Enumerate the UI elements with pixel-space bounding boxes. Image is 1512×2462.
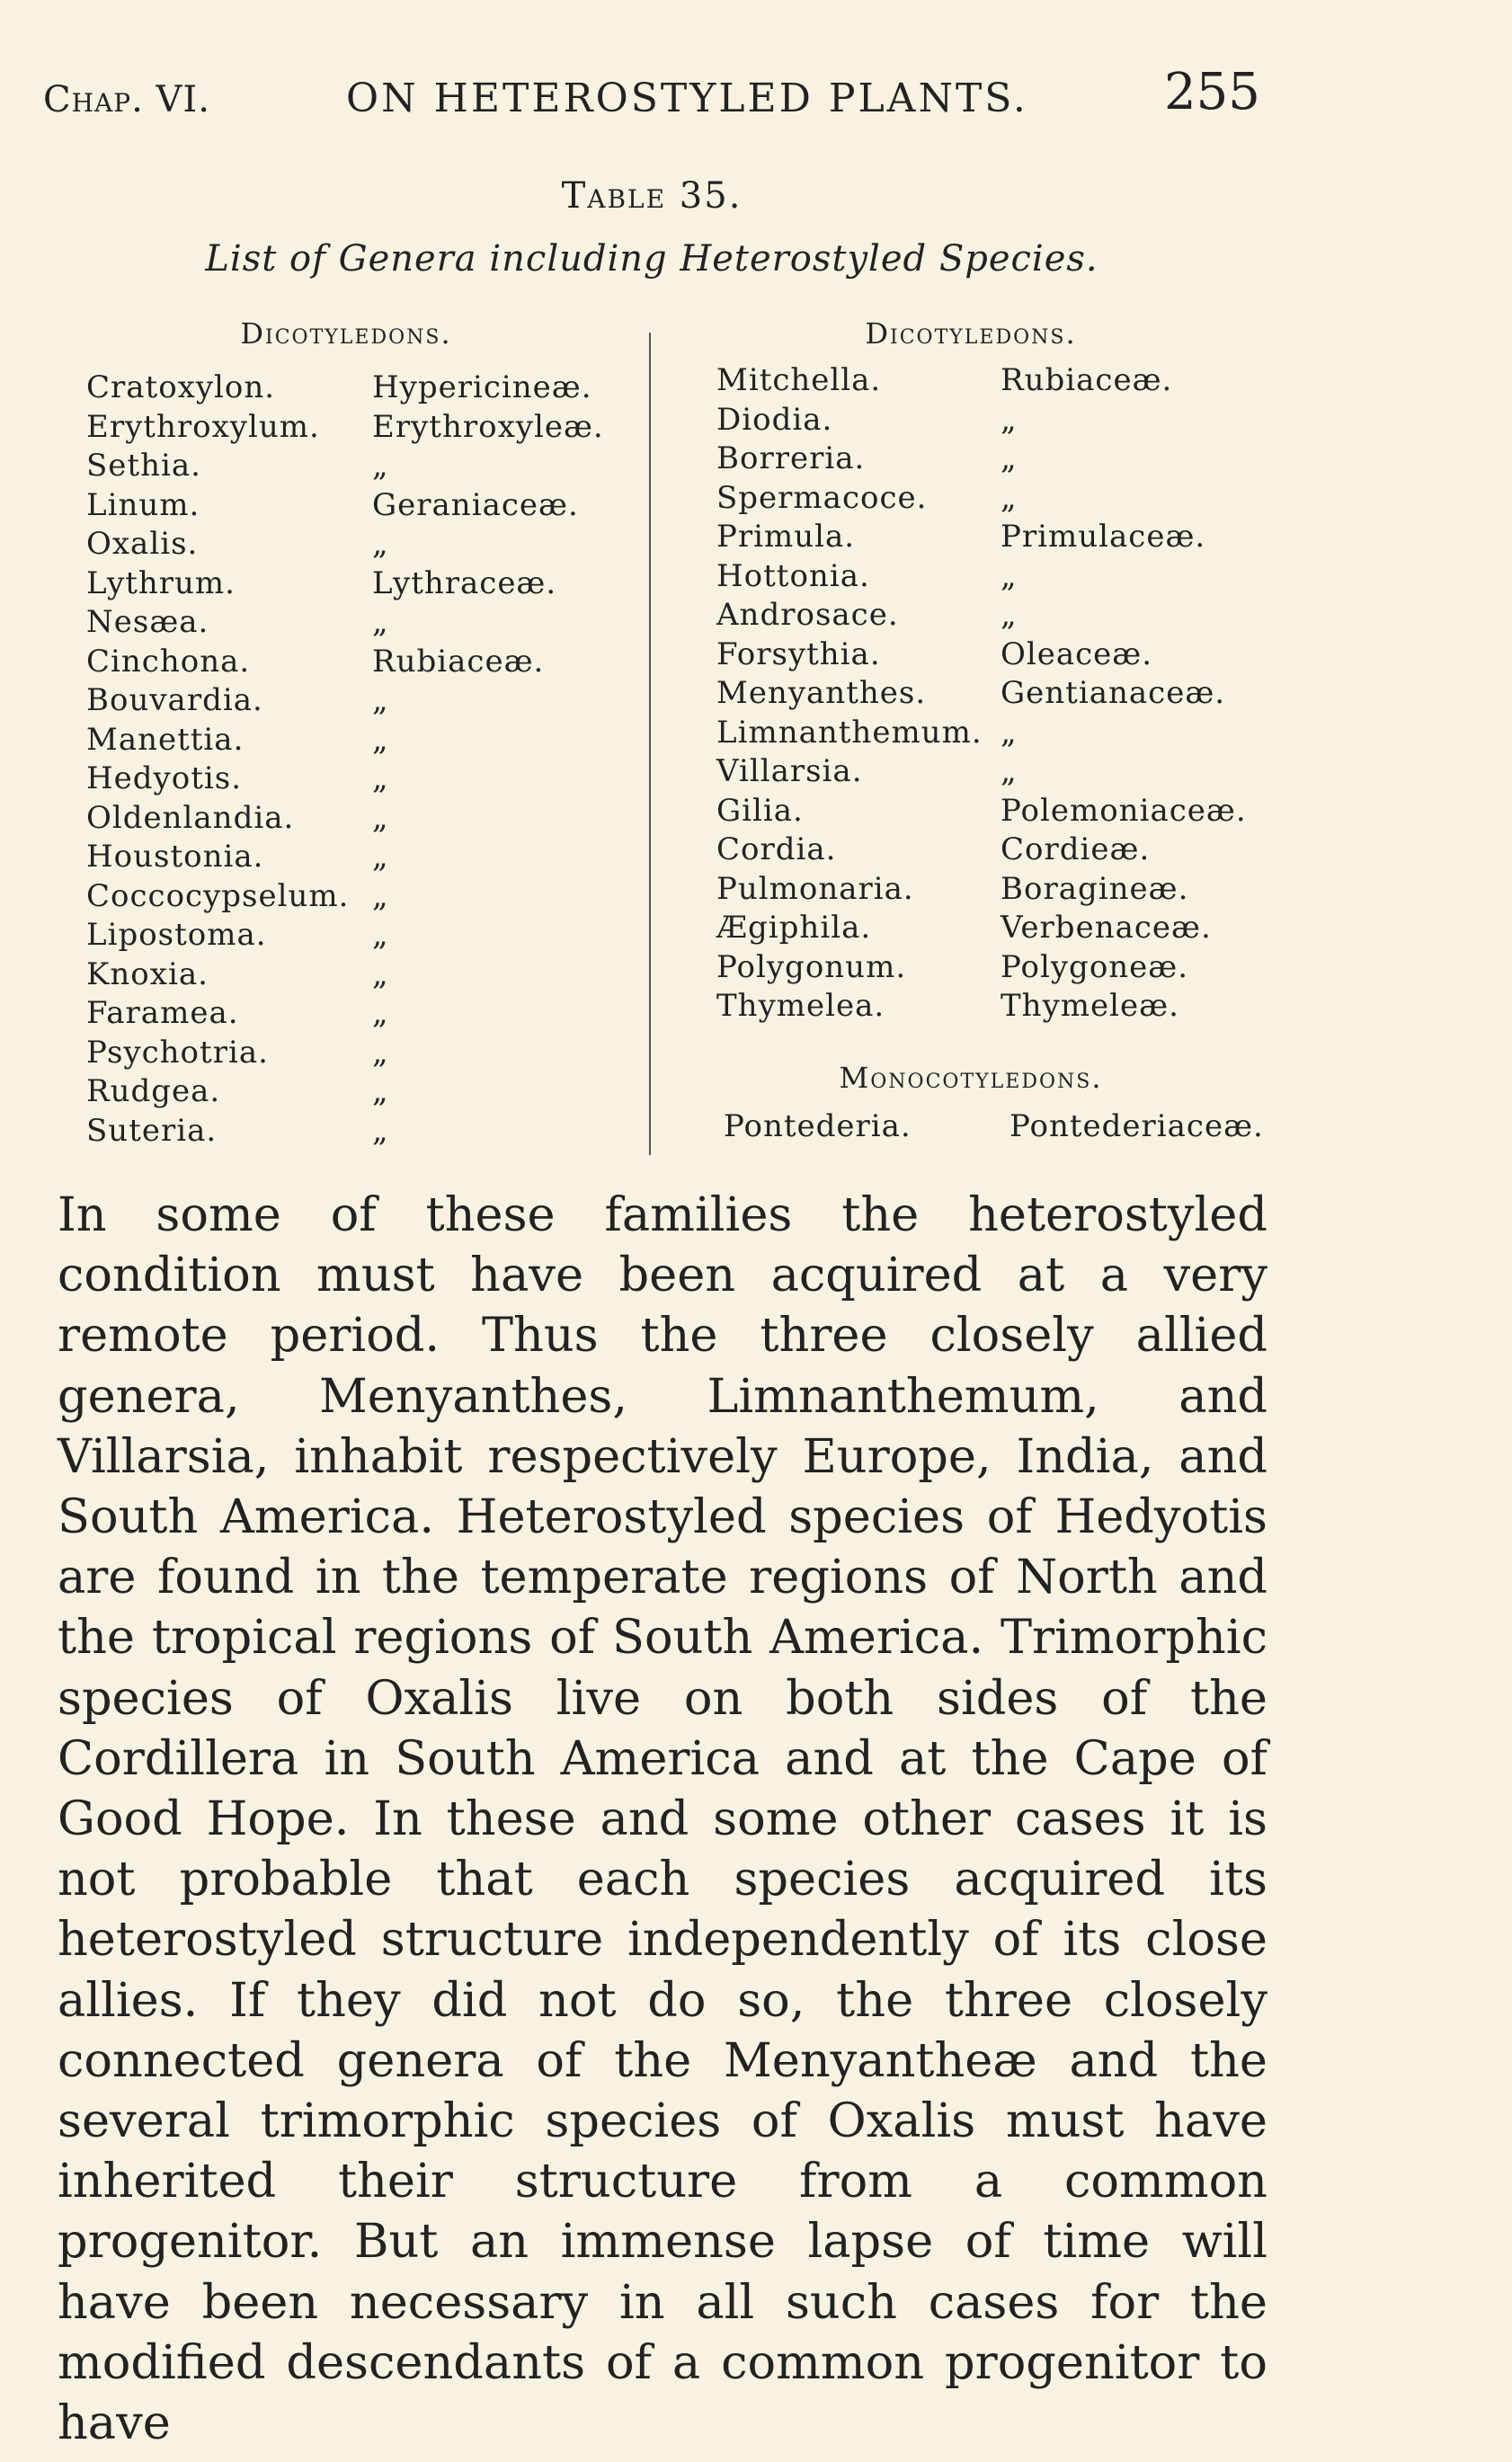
family-name: Geraniaceæ. bbox=[372, 486, 579, 523]
genus-name: Mitchella. bbox=[716, 362, 882, 398]
family-name: Boragineæ. bbox=[1001, 870, 1189, 907]
page-number: 255 bbox=[1164, 63, 1260, 121]
genus-name: Psychotria. bbox=[86, 1034, 269, 1071]
genus-name: Houstonia. bbox=[86, 839, 264, 875]
genus-name: Rudgea. bbox=[86, 1073, 221, 1109]
family-name: „ bbox=[372, 917, 389, 953]
genus-name: Coccocypselum. bbox=[86, 877, 350, 914]
body-paragraph: In some of these families the heterostyled condition must have been acquired at a very remote period. Thus the three closely allied genera, Menyanthes, Limnanthemum, and Villarsia, inhabit respectively Europe, India, and South America. Heterostyled species of Hedyotis are found in the temperate regions of North and the tropical regions of South America. Trimorphic species of Oxalis live on both sides of the Cordillera in South America and at the Cape of Good Hope. In these and some other cases it is not probable that each species acquired its heterostyled structure independently of its close allies. If they did not do so, the three closely connected genera of the Menyantheæ and the several trimorphic species of Oxalis must have inherited their structure from a common progenitor. But an immense lapse of time will have been necessary in all such cases for the modified descendants of a common progenitor to have bbox=[58, 1187, 1267, 2451]
genus-name: Villarsia. bbox=[716, 753, 863, 789]
family-name: Hypericineæ. bbox=[372, 369, 592, 405]
genus-name: Suteria. bbox=[86, 1112, 218, 1149]
family-name: Gentianaceæ. bbox=[1001, 675, 1226, 711]
genus-name: Borreria. bbox=[716, 440, 866, 476]
family-name: „ bbox=[1001, 714, 1018, 751]
family-name: Thymeleæ. bbox=[1001, 988, 1179, 1024]
genus-name: Oxalis. bbox=[86, 526, 199, 562]
genus-name: Cratoxylon. bbox=[86, 369, 276, 405]
family-name: „ bbox=[372, 760, 389, 796]
genus-name: Lythrum. bbox=[86, 564, 236, 601]
family-name: „ bbox=[372, 1112, 389, 1149]
genus-name: Cordia. bbox=[716, 831, 837, 867]
family-name: Erythroxyleæ. bbox=[372, 408, 604, 445]
family-name: Oleaceæ. bbox=[1001, 635, 1153, 672]
family-name: Lythraceæ. bbox=[372, 564, 557, 601]
family-name: „ bbox=[1001, 557, 1018, 594]
family-name: Polemoniaceæ. bbox=[1001, 792, 1247, 829]
family-name: „ bbox=[372, 839, 389, 875]
family-name: „ bbox=[372, 955, 389, 992]
table-caption: List of Genera including Heterostyled Species. bbox=[205, 238, 1098, 280]
family-name: „ bbox=[372, 682, 389, 718]
table-title: Table 35. bbox=[561, 175, 743, 217]
genus-name: Faramea. bbox=[86, 995, 239, 1031]
page-header bbox=[0, 63, 1512, 135]
family-name: „ bbox=[1001, 440, 1018, 476]
family-name: „ bbox=[1001, 479, 1018, 516]
family-name: „ bbox=[372, 799, 389, 836]
column-divider bbox=[649, 333, 651, 1155]
monocotyledons-heading: Monocotyledons. bbox=[839, 1061, 1103, 1095]
family-name: „ bbox=[372, 604, 389, 640]
family-name: Cordieæ. bbox=[1001, 831, 1151, 867]
family-name: Polygoneæ. bbox=[1001, 948, 1189, 985]
genus-name: Pontederia. bbox=[724, 1108, 912, 1144]
family-name: Rubiaceæ. bbox=[1001, 362, 1173, 398]
genus-name: Linum. bbox=[86, 486, 200, 523]
genus-name: Nesæa. bbox=[86, 604, 209, 640]
family-name: „ bbox=[372, 877, 389, 914]
genus-name: Manettia. bbox=[86, 721, 245, 758]
family-name: Pontederiaceæ. bbox=[1009, 1108, 1264, 1144]
genus-name: Thymelea. bbox=[716, 988, 885, 1024]
genus-name: Sethia. bbox=[86, 448, 201, 484]
family-name: „ bbox=[372, 995, 389, 1031]
genus-name: Androsace. bbox=[716, 597, 899, 633]
family-name: „ bbox=[372, 721, 389, 758]
genus-name: Cinchona. bbox=[86, 643, 251, 680]
chapter-label: Chap. VI. bbox=[43, 79, 210, 120]
right-column-heading: Dicotyledons. bbox=[865, 316, 1077, 351]
genus-name: Polygonum. bbox=[716, 948, 907, 985]
genus-name: Spermacoce. bbox=[716, 479, 928, 516]
genus-name: Hedyotis. bbox=[86, 760, 243, 796]
family-name: „ bbox=[1001, 753, 1018, 789]
genus-name: Knoxia. bbox=[86, 955, 209, 992]
genus-name: Forsythia. bbox=[716, 635, 881, 672]
genus-name: Hottonia. bbox=[716, 557, 870, 594]
genus-name: Erythroxylum. bbox=[86, 408, 320, 445]
family-name: Rubiaceæ. bbox=[372, 643, 545, 680]
genus-name: Menyanthes. bbox=[716, 675, 927, 711]
family-name: „ bbox=[1001, 401, 1018, 438]
family-name: „ bbox=[1001, 597, 1018, 633]
genus-name: Pulmonaria. bbox=[716, 870, 914, 907]
genus-name: Limnanthemum. bbox=[716, 714, 983, 751]
family-name: Verbenaceæ. bbox=[1001, 910, 1212, 946]
family-name: „ bbox=[372, 526, 389, 562]
genus-name: Oldenlandia. bbox=[86, 799, 295, 836]
genus-name: Ægiphila. bbox=[716, 910, 872, 946]
family-name: Primulaceæ. bbox=[1001, 519, 1206, 555]
genus-name: Lipostoma. bbox=[86, 917, 267, 953]
genus-name: Gilia. bbox=[716, 792, 804, 829]
running-title: ON HETEROSTYLED PLANTS. bbox=[346, 76, 1028, 121]
genus-name: Primula. bbox=[716, 519, 856, 555]
family-name: „ bbox=[372, 448, 389, 484]
left-column-heading: Dicotyledons. bbox=[240, 316, 452, 351]
genus-name: Bouvardia. bbox=[86, 682, 263, 718]
family-name: „ bbox=[372, 1034, 389, 1071]
genus-name: Diodia. bbox=[716, 401, 833, 438]
family-name: „ bbox=[372, 1073, 389, 1109]
